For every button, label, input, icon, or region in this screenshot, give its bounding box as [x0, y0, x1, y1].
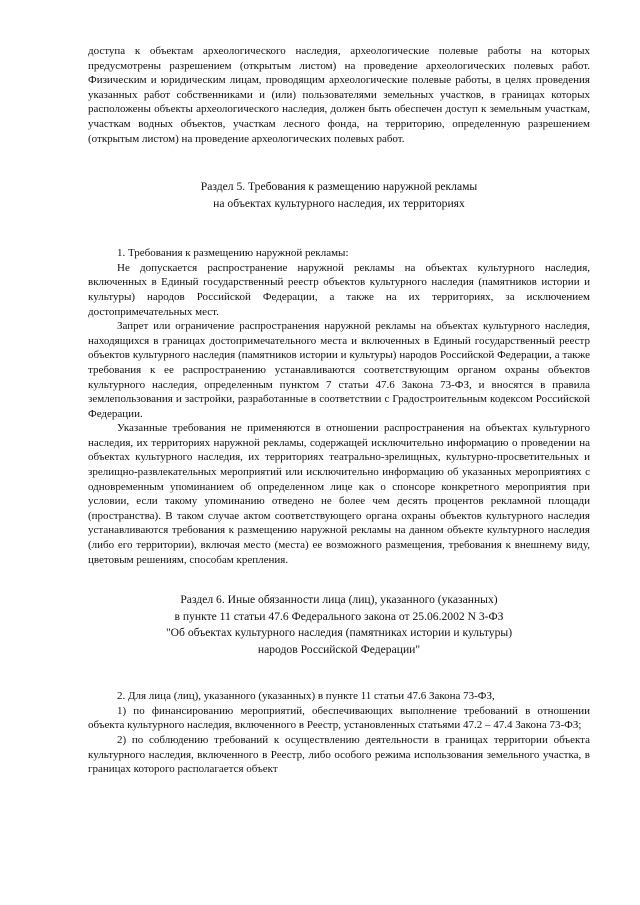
section-6-heading-line-2: в пункте 11 статьи 47.6 Федерального закона от 25.06.2002 N 3-ФЗ: [174, 609, 504, 623]
section-5-heading-line-2: на объектах культурного наследия, их территориях: [213, 196, 465, 210]
section-5-item-1: 1. Требования к размещению наружной рекламы:: [117, 247, 349, 260]
section-6-item-2: 2. Для лица (лиц), указанного (указанных) в пункте 11 статьи 47.6 Закона 73-ФЗ,: [117, 690, 495, 703]
section-6-heading-line-4: народов Российской Федерации": [257, 642, 421, 656]
section-6-subitem-1: 1) по финансированию мероприятий, обеспечивающих выполнение требований в отношении объекта культурного наследия, включенного в Реестр, установленных статьями 47.2 – 47.4 Закона 73-ФЗ;: [88, 704, 590, 732]
section-5-paragraph-1: Не допускается распространение наружной рекламы на объектах культурного наследия, включенных в Единый государственный реестр объектов культурного наследия (памятников истории и культуры) народов Российской Федерации, а также на их территориях, за исключением достопримечательных мест.: [88, 261, 590, 318]
section-6-subitem-2: 2) по соблюдению требований к осуществлению деятельности в границах территории объекта культурного наследия, включенного в Реестр, либо особого режима использования земельного участка, в границах которого располагается объект: [88, 734, 590, 776]
section-6-heading-line-1: Раздел 6. Иные обязанности лица (лиц), указанного (указанных): [180, 593, 498, 607]
section-5-paragraph-2: Запрет или ограничение распространения наружной рекламы на объектах культурного наследия, находящихся в границах достопримечательного места и включенных в Единый государственный реестр объектов культурного наследия (памятников истории и культуры) народов Российской Федерации, а также требования к ее распространению устанавливаются соответствующим органом охраны объектов культурного наследия, определенным пунктом 7 статьи 47.6 Закона 73-ФЗ, и вносятся в правила землепользования и застройки, разработанные в соответствии с Градостроительным кодексом Российской Федерации.: [88, 320, 590, 420]
section-5-heading-line-1: Раздел 5. Требования к размещению наружной рекламы: [200, 180, 478, 194]
section-5-paragraph-3: Указанные требования не применяются в отношении распространения на объектах культурного наследия, их территориях наружной рекламы, содержащей исключительно информацию о проведении на объектах культурного наследия, их территориях театрально-зрелищных, культурно-просветительных и зрелищно-развлекательных мероприятий или исключительно информацию об указанных мероприятиях с одновременным упоминанием об определенном лице как о спонсоре конкретного мероприятия при условии, если такому упоминанию отведено не более чем десять процентов рекламной площади (пространства). В таком случае актом соответствующего органа охраны объектов культурного наследия устанавливаются требования к размещению наружной рекламы на данном объекте культурного наследия (либо его территории), включая место (места) ее возможного размещения, требования к внешнему виду, цветовым решениям, способам крепления.: [88, 422, 590, 566]
section-5-heading: [88, 179, 590, 212]
section-6-heading-line-3: "Об объектах культурного наследия (памятниках истории и культуры): [165, 626, 513, 640]
section-6-heading: [88, 592, 590, 658]
top-paragraph: доступа к объектам археологического наследия, археологические полевые работы на которых предусмотрены разрешением (открытым листом) на проведение археологических полевых работ. Физическим и юридическим лицам, проводящим археологические полевые работы, в целях проведения указанных работ собственниками и (или) пользователями земельных участков, в границах которых расположены объекты археологического наследия, должен быть обеспечен доступ к земельным участкам, участкам водных объектов, участкам лесного фонда, на территорию, определенную разрешением (открытым листом) на проведение археологических полевых работ.: [88, 45, 590, 145]
